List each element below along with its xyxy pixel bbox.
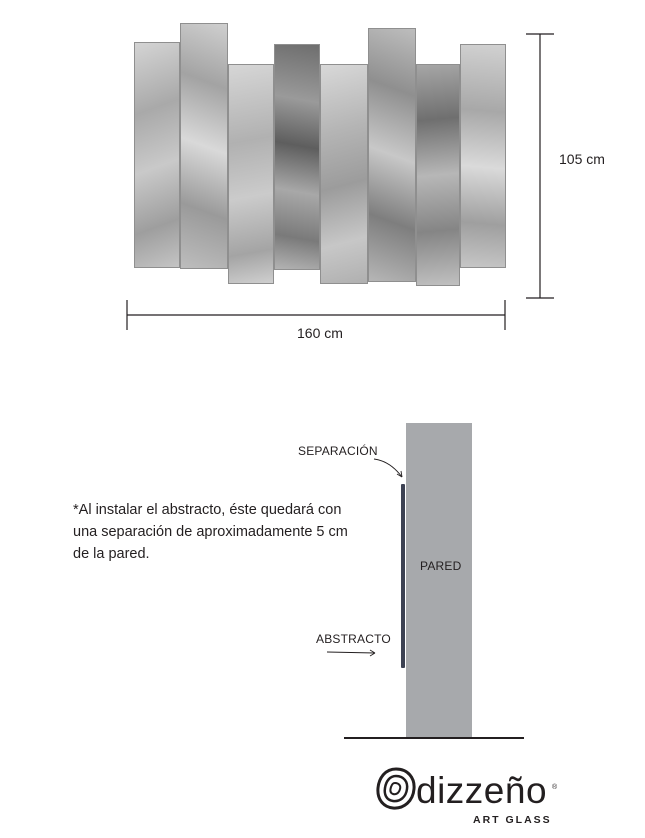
glass-panel-2	[180, 23, 228, 269]
height-dimension-line	[520, 26, 560, 306]
separation-label: SEPARACIÓN	[298, 444, 378, 458]
registered-mark: ®	[552, 784, 558, 791]
artwork-arrow	[325, 645, 381, 659]
glass-panel-8	[460, 44, 506, 268]
brand-name: dizzeño	[416, 770, 548, 811]
artwork-side-profile	[401, 484, 405, 668]
glass-panel-4	[274, 44, 320, 270]
glass-panel-1	[134, 42, 180, 268]
width-label: 160 cm	[297, 325, 343, 341]
wall-section	[406, 423, 472, 738]
brand-tagline: ART GLASS	[473, 814, 552, 826]
wall-label: PARED	[420, 559, 462, 573]
installation-note: *Al instalar el abstracto, éste quedará con una separación de aproximadamente 5 cm de la pared.	[73, 502, 348, 562]
glass-panel-6	[368, 28, 416, 282]
separation-arrow	[368, 455, 408, 485]
floor-line	[344, 737, 524, 739]
glass-panel-7	[416, 64, 460, 286]
height-label: 105 cm	[559, 151, 605, 167]
glass-panel-3	[228, 64, 274, 284]
glass-panel-5	[320, 64, 368, 284]
artwork-label: ABSTRACTO	[316, 632, 391, 646]
brand-logo-icon	[374, 766, 418, 812]
